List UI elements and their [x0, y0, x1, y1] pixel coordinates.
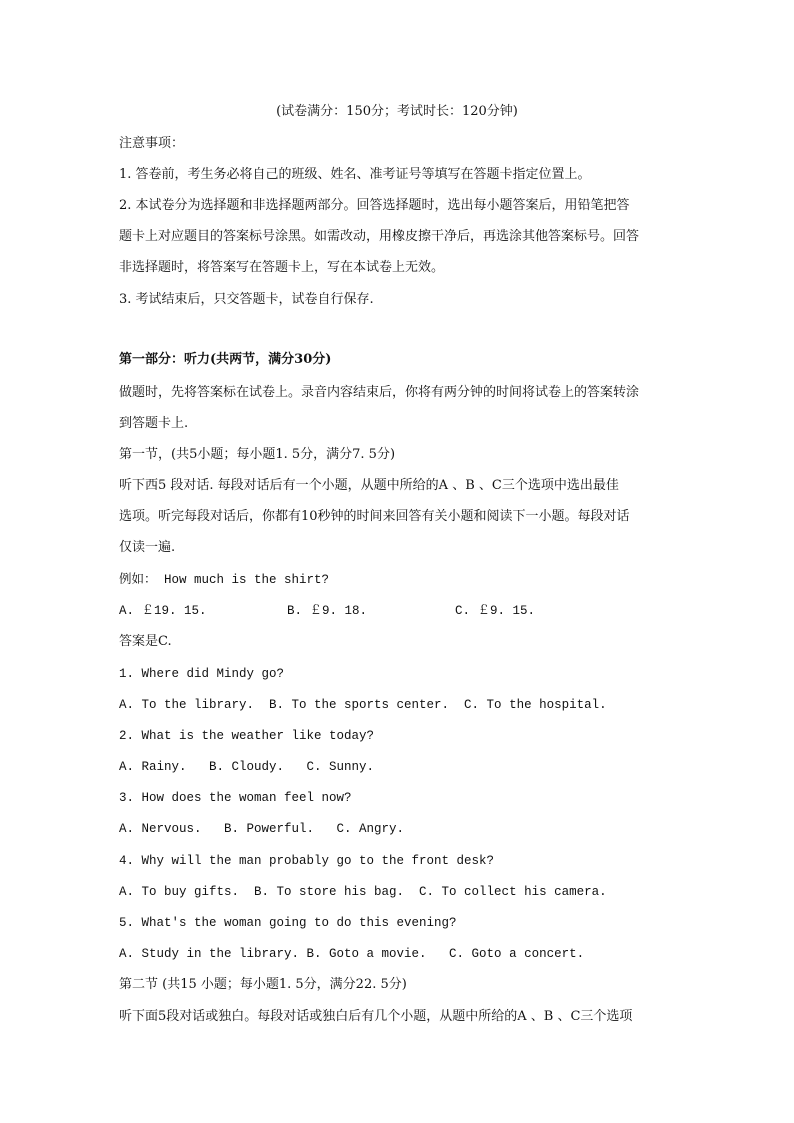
part1-instruction: 到答题卡上.	[119, 416, 189, 431]
part1-title: 第一部分：听力(共两节，满分30分)	[119, 352, 332, 367]
example-option-a: A. ￡19. 15.	[119, 604, 207, 618]
question: 3. How does the woman feel now?	[119, 791, 352, 805]
notice-item: 题卡上对应题目的答案标号涂黑。如需改动，用橡皮擦干净后，再选涂其他答案标号。回答	[119, 229, 640, 244]
section1-instruction: 听下西5 段对话. 每段对话后有一个小题，从题中所给的A 、B 、C三个选项中选出最佳	[119, 478, 619, 493]
section1-instruction: 选项。听完每段对话后，你都有10秒钟的时间来回答有关小题和阅读下一小题。每段对话	[119, 509, 630, 524]
question-options: A. Study in the library. B. Goto a movie. C. Goto a concert.	[119, 947, 585, 961]
section1-heading: 第一节，(共5小题；每小题1. 5分，满分7. 5分)	[119, 447, 396, 462]
part1-instruction: 做题时，先将答案标在试卷上。录音内容结束后，你将有两分钟的时间将试卷上的答案转涂	[119, 385, 640, 400]
notice-item: 非选择题时，将答案写在答题卡上，写在本试卷上无效。	[119, 260, 445, 275]
notice-title: 注意事项：	[119, 136, 185, 151]
section2-heading: 第二节 (共15 小题；每小题1. 5分，满分22. 5分)	[119, 977, 407, 992]
question: 2. What is the weather like today?	[119, 729, 375, 743]
section2-instruction: 听下面5段对话或独白。每段对话或独白后有几个小题，从题中所给的A 、B 、C三个选项	[119, 1009, 633, 1024]
question: 4. Why will the man probably go to the front desk?	[119, 854, 495, 868]
exam-header: (试卷满分：150分；考试时长：120分钟)	[276, 104, 518, 119]
question-options: A. To buy gifts. B. To store his bag. C. To collect his camera.	[119, 885, 607, 899]
example-question: 例如： How much is the shirt?	[119, 573, 330, 587]
question-options: A. Rainy. B. Cloudy. C. Sunny.	[119, 760, 375, 774]
example-option-b: B. ￡9. 18.	[287, 604, 368, 618]
question: 5. What's the woman going to do this evening?	[119, 916, 457, 930]
notice-item: 1. 答卷前，考生务必将自己的班级、姓名、准考证号等填写在答题卡指定位置上。	[119, 167, 591, 182]
section1-instruction: 仅读一遍.	[119, 540, 176, 555]
notice-item: 3. 考试结束后，只交答题卡，试卷自行保存.	[119, 292, 374, 307]
question-options: A. Nervous. B. Powerful. C. Angry.	[119, 822, 405, 836]
question-options: A. To the library. B. To the sports center. C. To the hospital.	[119, 698, 607, 712]
question: 1. Where did Mindy go?	[119, 667, 285, 681]
notice-item: 2. 本试卷分为选择题和非选择题两部分。回答选择题时，选出每小题答案后，用铅笔把答	[119, 198, 630, 213]
example-option-c: C. ￡9. 15.	[455, 604, 536, 618]
example-answer: 答案是C.	[119, 634, 172, 649]
